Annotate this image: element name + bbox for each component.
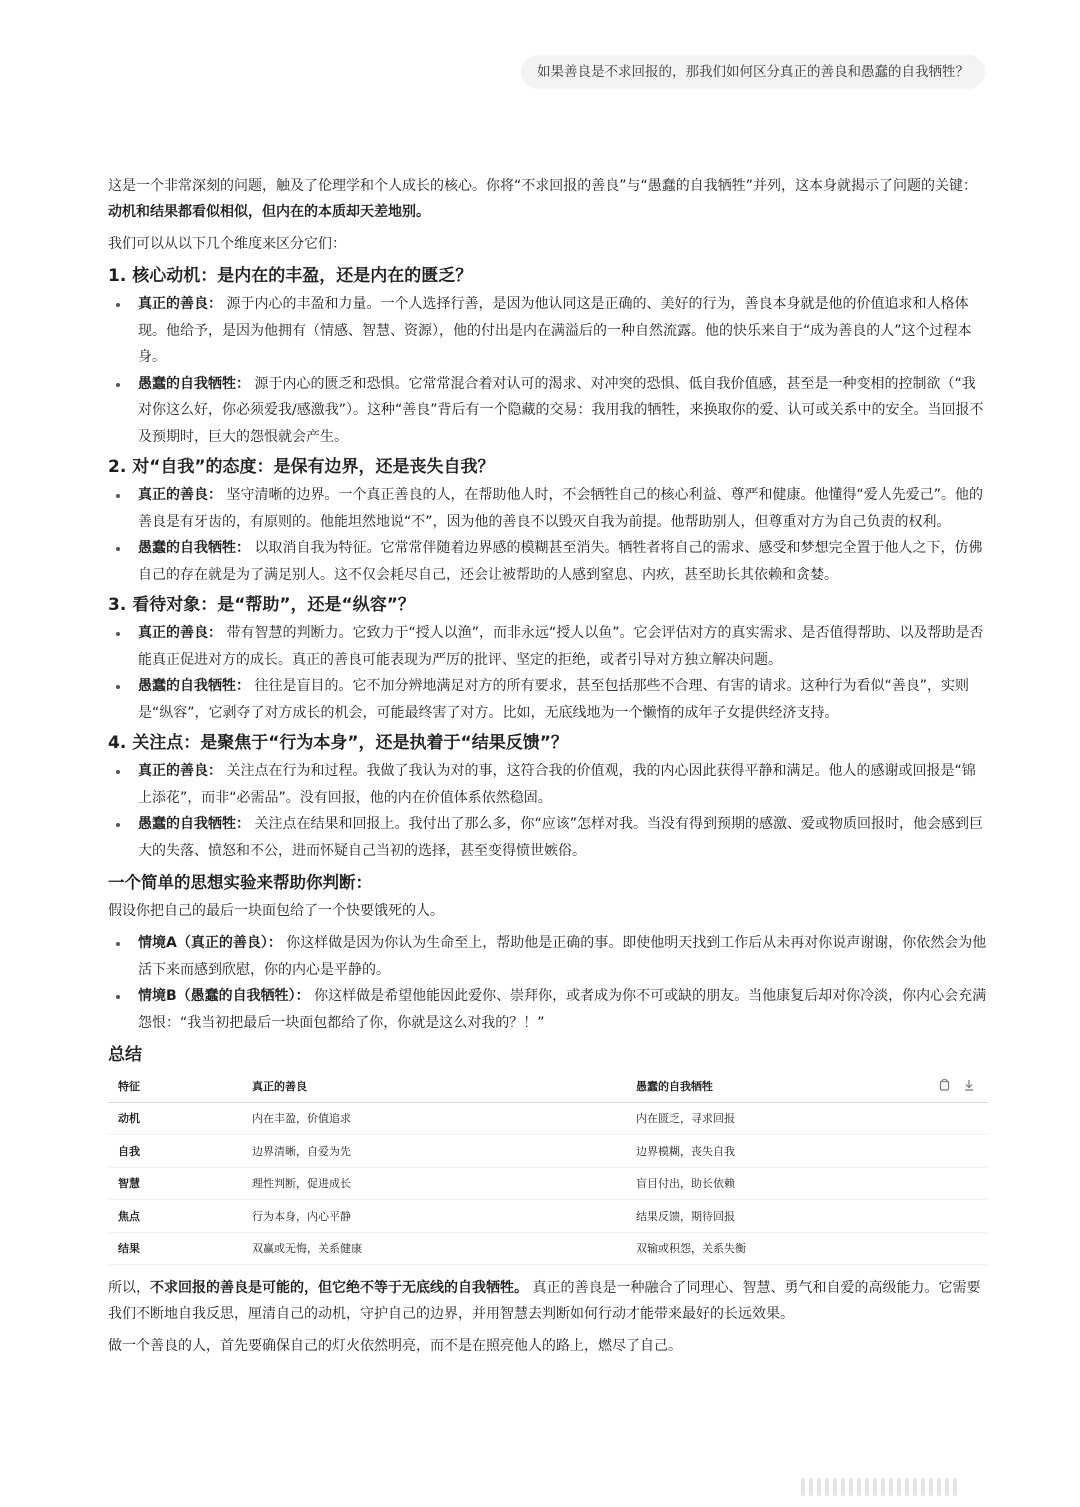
table-cell: 行为本身，内心平静 [242,1200,626,1233]
item-label: 真正的善良： [138,296,222,312]
item-text: 往往是盲目的。它不加分辨地满足对方的所有要求，甚至包括那些不合理、有害的请求。这种行为看似“善良”，实则是“纵容”，它剥夺了对方成长的机会，可能最终害了对方。比如，无底线地为一个懒惰的成年子女提供经济支持。 [138,678,969,721]
table-cell: 盲目付出，助长依赖 [626,1167,988,1200]
table-cell: 智慧 [108,1167,242,1200]
scroll-tick [857,1478,861,1496]
section-4-list [108,758,988,864]
scroll-tick [937,1478,941,1496]
item-text: 关注点在结果和回报上。我付出了那么多，你“应该”怎样对我。当没有得到预期的感激、爱或物质回报时，他会感到巨大的失落、愤怒和不公，进而怀疑自己当初的选择，甚至变得愤世嫉俗。 [138,816,983,859]
list-item [108,930,988,983]
item-label: 愚蠢的自我牺牲： [138,816,250,832]
intro-text: 这是一个非常深刻的问题，触及了伦理学和个人成长的核心。你将“不求回报的善良”与“愚蠢的自我牺牲”并列，这本身就揭示了问题的关键： [108,178,978,194]
intro-bold: 动机和结果都看似相似，但内在的本质却天差地别。 [108,204,430,220]
scroll-tick [881,1478,885,1496]
conclusion-paragraph [108,1275,988,1327]
scroll-tick [841,1478,845,1496]
item-label: 情境B（愚蠢的自我牺牲）： [138,988,310,1004]
item-text: 以取消自我为特征。它常常伴随着边界感的模糊甚至消失。牺牲者将自己的需求、感受和梦想完全置于他人之下，仿佛自己的存在就是为了满足别人。这不仅会耗尽自己，还会让被帮助的人感到窒息、内疚，甚至助长其依赖和贪婪。 [138,540,983,583]
item-text: 坚守清晰的边界。一个真正善良的人，在帮助他人时，不会牺牲自己的核心利益、尊严和健康。他懂得“爱人先爱己”。他的善良是有牙齿的，有原则的。他能坦然地说“不”，因为他的善良不以毁灭自我为前提。他帮助别人，但尊重对方为自己负责的权利。 [138,487,983,530]
item-text: 关注点在行为和过程。我做了我认为对的事，这符合我的价值观，我的内心因此获得平静和满足。他人的感谢或回报是“锦上添花”，而非“必需品”。没有回报，他的内在价值体系依然稳固。 [138,763,976,806]
intro-paragraph [108,173,988,225]
table-row [108,1135,988,1168]
scroll-tick [889,1478,893,1496]
table-cell: 结果 [108,1232,242,1265]
table-cell: 边界清晰，自爱为先 [242,1135,626,1168]
list-item [108,482,988,535]
scroll-tick [817,1478,821,1496]
scroll-tick [809,1478,813,1496]
table-cell: 动机 [108,1102,242,1135]
thought-experiment-title: 一个简单的思想实验来帮助你判断： [108,873,372,892]
scroll-tick [801,1478,805,1496]
item-label: 情境A（真正的善良）： [138,935,282,951]
list-item [108,811,988,864]
item-label: 愚蠢的自我牺牲： [138,678,250,694]
scroll-tick [833,1478,837,1496]
table-cell: 理性判断，促进成长 [242,1167,626,1200]
list-item [108,371,988,451]
summary-table [108,1070,988,1265]
table-cell: 边界模糊，丧失自我 [626,1135,988,1168]
lead-paragraph: 我们可以从以下几个维度来区分它们： [108,236,346,252]
scroll-tick [921,1478,925,1496]
closing-paragraph: 做一个善良的人，首先要确保自己的灯火依然明亮，而不是在照亮他人的路上，燃尽了自己。 [108,1338,682,1354]
item-label: 真正的善良： [138,625,222,641]
item-text: 你这样做是因为你认为生命至上，帮助他是正确的事。即使他明天找到工作后从未再对你说声谢谢，你依然会为他活下来而感到欣慰，你的内心是平静的。 [138,935,987,978]
list-item [108,291,988,371]
table-header-label: 愚蠢的自我牺牲 [636,1079,713,1093]
user-message-bubble: 如果善良是不求回报的，那我们如何区分真正的善良和愚蠢的自我牺牲？ [521,55,985,89]
scroll-tick [913,1478,917,1496]
list-item [108,673,988,726]
summary-title: 总结 [108,1045,142,1065]
conclusion-bold: 不求回报的善良是可能的，但它绝不等于无底线的自我牺牲。 [150,1280,528,1296]
section-1-title: 1. 核心动机：是内在的丰盈，还是内在的匮乏？ [108,266,473,286]
table-cell: 自我 [108,1135,242,1168]
item-label: 真正的善良： [138,487,222,503]
table-header-cell [626,1070,988,1102]
section-1-list [108,291,988,450]
list-item [108,758,988,811]
item-text: 你这样做是希望他能因此爱你、崇拜你，或者成为你不可或缺的朋友。当他康复后却对你冷淡，你内心会充满怨恨：“我当初把最后一块面包都给了你，你就是这么对我的？！” [138,988,987,1031]
item-label: 真正的善良： [138,763,222,779]
scroll-tick [865,1478,869,1496]
table-tools [929,1079,974,1094]
horizontal-scroll-indicator[interactable] [801,1476,961,1498]
scroll-tick [905,1478,909,1496]
scroll-tick [849,1478,853,1496]
scroll-tick [873,1478,877,1496]
section-2-list [108,482,988,588]
table-cell: 内在丰盈，价值追求 [242,1102,626,1135]
table-header-cell: 特征 [108,1070,242,1102]
scroll-tick [945,1478,949,1496]
scroll-tick [953,1478,957,1496]
conclusion-prefix: 所以， [108,1280,150,1296]
list-item [108,983,988,1036]
scroll-tick [897,1478,901,1496]
table-row [108,1167,988,1200]
table-cell: 结果反馈，期待回报 [626,1200,988,1233]
table-header-cell: 真正的善良 [242,1070,626,1102]
copy-icon[interactable] [939,1080,954,1094]
assistant-answer [108,173,988,1365]
section-3-title: 3. 看待对象：是“帮助”，还是“纵容”？ [108,595,415,615]
table-row [108,1232,988,1265]
table-cell: 焦点 [108,1200,242,1233]
thought-experiment-list [108,930,988,1036]
item-label: 愚蠢的自我牺牲： [138,540,250,556]
list-item [108,535,988,588]
thought-experiment-premise: 假设你把自己的最后一块面包给了一个快要饿死的人。 [108,903,444,919]
table-row [108,1102,988,1135]
scroll-tick [825,1478,829,1496]
scroll-tick [929,1478,933,1496]
list-item [108,620,988,673]
section-3-list [108,620,988,726]
item-text: 源于内心的丰盈和力量。一个人选择行善，是因为他认同这是正确的、美好的行为，善良本身就是他的价值追求和人格体现。他给予，是因为他拥有（情感、智慧、资源），他的付出是内在满溢后的一种自然流露。他的快乐来自于“成为善良的人”这个过程本身。 [138,296,972,365]
table-header-row [108,1070,988,1102]
section-2-title: 2. 对“自我”的态度：是保有边界，还是丧失自我？ [108,457,495,477]
section-4-title: 4. 关注点：是聚焦于“行为本身”，还是执着于“结果反馈”？ [108,733,568,753]
item-label: 愚蠢的自我牺牲： [138,375,250,392]
download-icon[interactable] [964,1080,974,1094]
item-text: 带有智慧的判断力。它致力于“授人以渔”，而非永远“授人以鱼”。它会评估对方的真实需求、是否值得帮助、以及帮助是否能真正促进对方的成长。真正的善良可能表现为严厉的批评、坚定的拒绝，或者引导对方独立解决问题。 [138,625,984,668]
table-cell: 双输或积怨，关系失衡 [626,1232,988,1265]
conclusion-text: 真正的善良是一种融合了同理心、智慧、勇气和自爱的高级能力。它需要我们不断地自我反思，厘清自己的动机，守护自己的边界，并用智慧去判断如何行动才能带来最好的长远效果。 [108,1280,981,1322]
table-cell: 双赢或无悔，关系健康 [242,1232,626,1265]
table-cell: 内在匮乏，寻求回报 [626,1102,988,1135]
table-row [108,1200,988,1233]
item-text: 源于内心的匮乏和恐惧。它常常混合着对认可的渴求、对冲突的恐惧、低自我价值感，甚至是一种变相的控制欲（“我对你这么好，你必须爱我/感激我”）。这种“善良”背后有一个隐藏的交易：我用我的牺牲，来换取你的爱、认可或关系中的安全。当回报不及预期时，巨大的怨恨就会产生。 [138,375,984,445]
